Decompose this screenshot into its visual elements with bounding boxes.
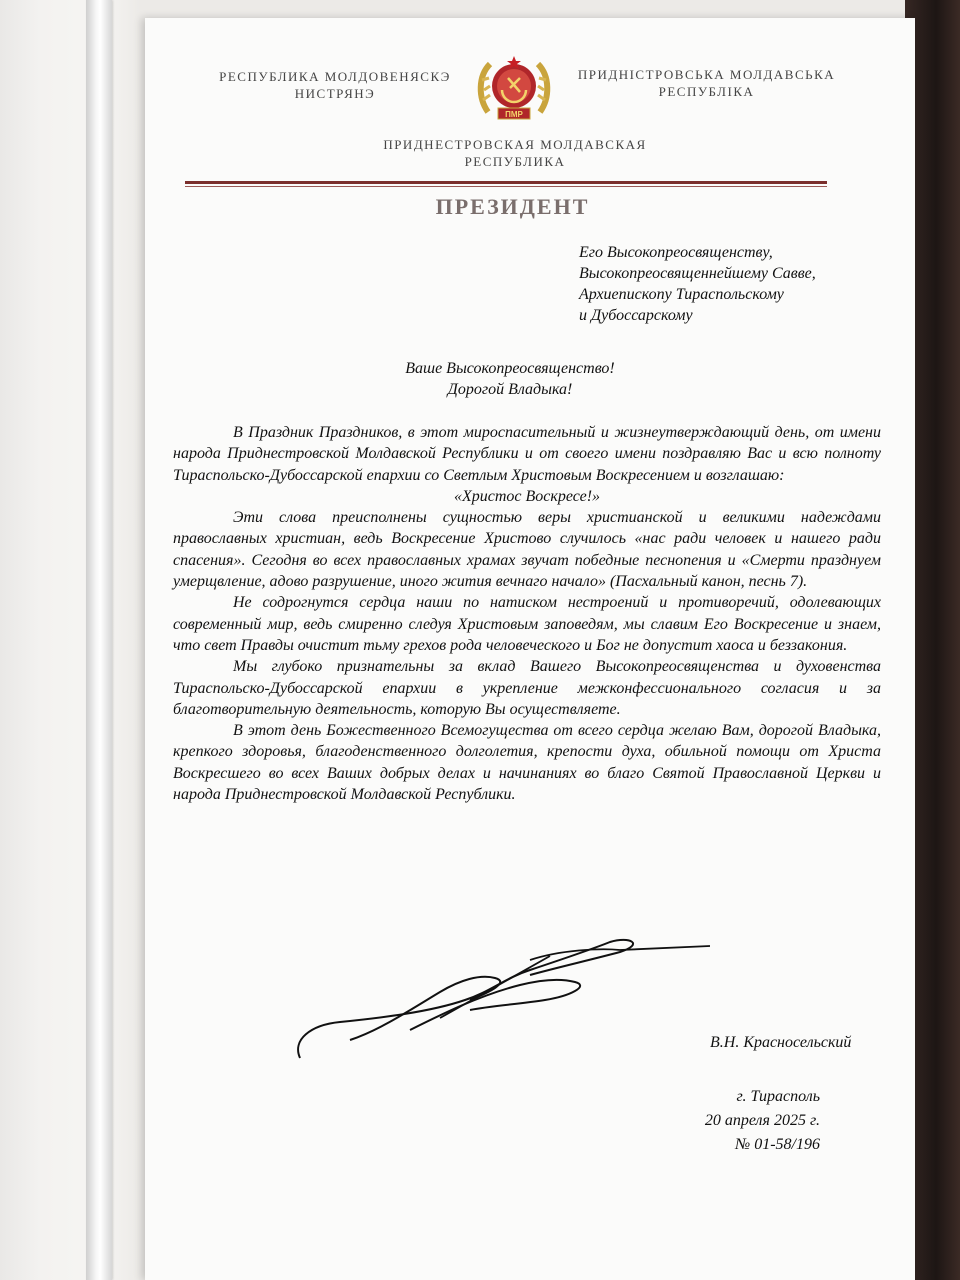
paragraph-exclamation: «Христос Воскресе!» <box>453 487 601 505</box>
paragraph: Не содрогнутся сердца наши по натиском нестроений и противоречий, одолевающих современный мир, ведь смиренно следуя Христовым заповедям, мы славим Его Воскресение и знаем, что свет Правды очистит тьму грехов рода человеческого и Бог не допустит хаоса и беззакония. <box>173 594 881 654</box>
salutation-line2: Дорогой Владыка! <box>447 381 573 398</box>
emblem-label: ПМР <box>505 110 523 119</box>
city: г. Тирасполь <box>736 1088 820 1105</box>
letterhead-left: РЕСПУБЛИКА МОЛДОВЕНЯСКЭ НИСТРЯНЭ <box>219 69 451 101</box>
addressee-block: Его Высокопреосвященству, Высокопреосвященнейшему Савве, Архиепископу Тираспольскому и Дубоссарскому <box>579 244 816 324</box>
header-divider <box>185 181 827 184</box>
handwritten-signature <box>290 930 710 1065</box>
ribbon-bookmark <box>86 0 112 1280</box>
salutation-line1: Ваше Высокопреосвященство! <box>405 360 615 377</box>
letter-title: ПРЕЗИДЕНТ <box>435 194 590 219</box>
header-divider-thin <box>185 186 827 187</box>
paragraph: Эти слова преисполнены сущностью веры христианской и великими надеждами православных христиан, ведь Воскресение Христово случилось «нас ради человек и нашего ради спасения». Сегодня во всех православных храмах звучат победные песнопения и «Смерти празднуем умерщвление, адово разрушение, иного жития вечнаго начало» (Пасхальный канон, песнь 7). <box>173 509 881 591</box>
date: 20 апреля 2025 г. <box>704 1112 820 1129</box>
paragraph: В этот день Божественного Всемогущества от всего сердца желаю Вам, дорогой Владыка, крепкого здоровья, благоденственного долголетия, крепости духа, обильной помощи от Христа Воскресшего во всех Ваших добрых делах и начинаниях во благо Святой Православной Церкви и народа Приднестровской Молдавской Республики. <box>173 722 881 804</box>
letterhead-center: ПРИДНЕСТРОВСКАЯ МОЛДАВСКАЯ РЕСПУБЛИКА <box>383 137 647 169</box>
paragraph: В Праздник Праздников, в этот мироспасительный и жизнеутверждающий день, от имени народа Приднестровской Молдавской Республики и от своего имени поздравляю Вас и всю полноту Тираспольско-Дубоссарской епархии со Светлым Христовым Воскресением и возглашаю: <box>173 424 881 484</box>
signer-name: В.Н. Красносельский <box>710 1034 852 1051</box>
document-number: № 01-58/196 <box>735 1136 820 1153</box>
paragraph: Мы глубоко признательны за вклад Вашего Высокопреосвященства и духовенства Тираспольско-Дубоссарской епархии в укрепление межконфессионального согласия и за благотворительную деятельность, которую Вы осуществляете. <box>173 658 881 718</box>
letter-body <box>173 422 881 805</box>
state-emblem-icon <box>474 50 554 128</box>
letterhead-right: ПРИДНІСТРОВСЬКА МОЛДАВСЬКА РЕСПУБЛІКА <box>577 67 836 99</box>
